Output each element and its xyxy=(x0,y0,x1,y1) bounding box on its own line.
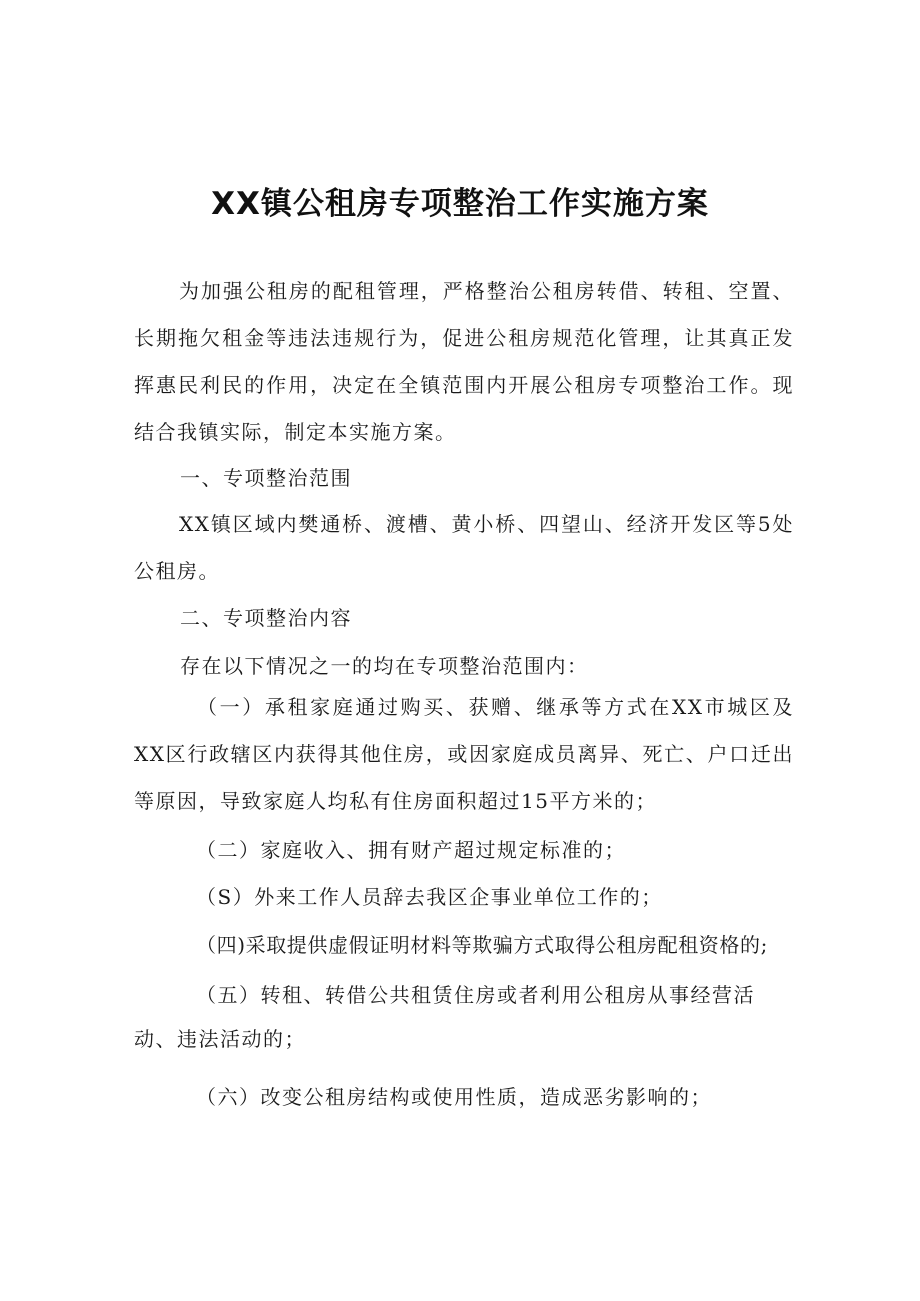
list-item-4: （四)采取提供虚假证明材料等欺骗方式取得公租房配租资格的; xyxy=(196,933,768,957)
section2-heading: 二、专项整治内容 xyxy=(180,606,352,630)
list-item-5-line2: 动、违法活动的； xyxy=(134,1027,306,1051)
section2-lead: 存在以下情况之一的均在专项整治范围内： xyxy=(180,654,589,678)
document-title: XX镇公租房专项整治工作实施方案 xyxy=(211,186,709,222)
intro-paragraph: 为加强公租房的配租管理，严格整治公租房转借、转租、空置、长期拖欠租金等违法违规行为，促进公租房规范化管理，让其真正发挥惠民利民的作用，决定在全镇范围内开展公租房专项整治工作。现结合我镇实际，制定本实施方案。 xyxy=(134,279,794,444)
section1-body: XX镇区域内樊通桥、渡槽、黄小桥、四望山、经济开发区等5处公租房。 xyxy=(134,512,794,583)
section1-heading: 一、专项整治范围 xyxy=(180,466,352,490)
list-item-2: （二）家庭收入、拥有财产超过规定标准的； xyxy=(196,838,626,862)
list-item-6: （六）改变公租房结构或使用性质，造成恶劣影响的； xyxy=(196,1085,712,1109)
list-item-5-line1: （五）转租、转借公共租赁住房或者利用公租房从事经营活 xyxy=(196,983,755,1007)
list-item-3: （S）外来工作人员辞去我区企事业单位工作的； xyxy=(196,885,663,909)
list-item-1: （一）承租家庭通过购买、获赠、继承等方式在XX市城区及XX区行政辖区内获得其他住房，或因家庭成员离异、死亡、户口迁出等原因，导致家庭人均私有住房面积超过15平方米的； xyxy=(134,695,794,813)
